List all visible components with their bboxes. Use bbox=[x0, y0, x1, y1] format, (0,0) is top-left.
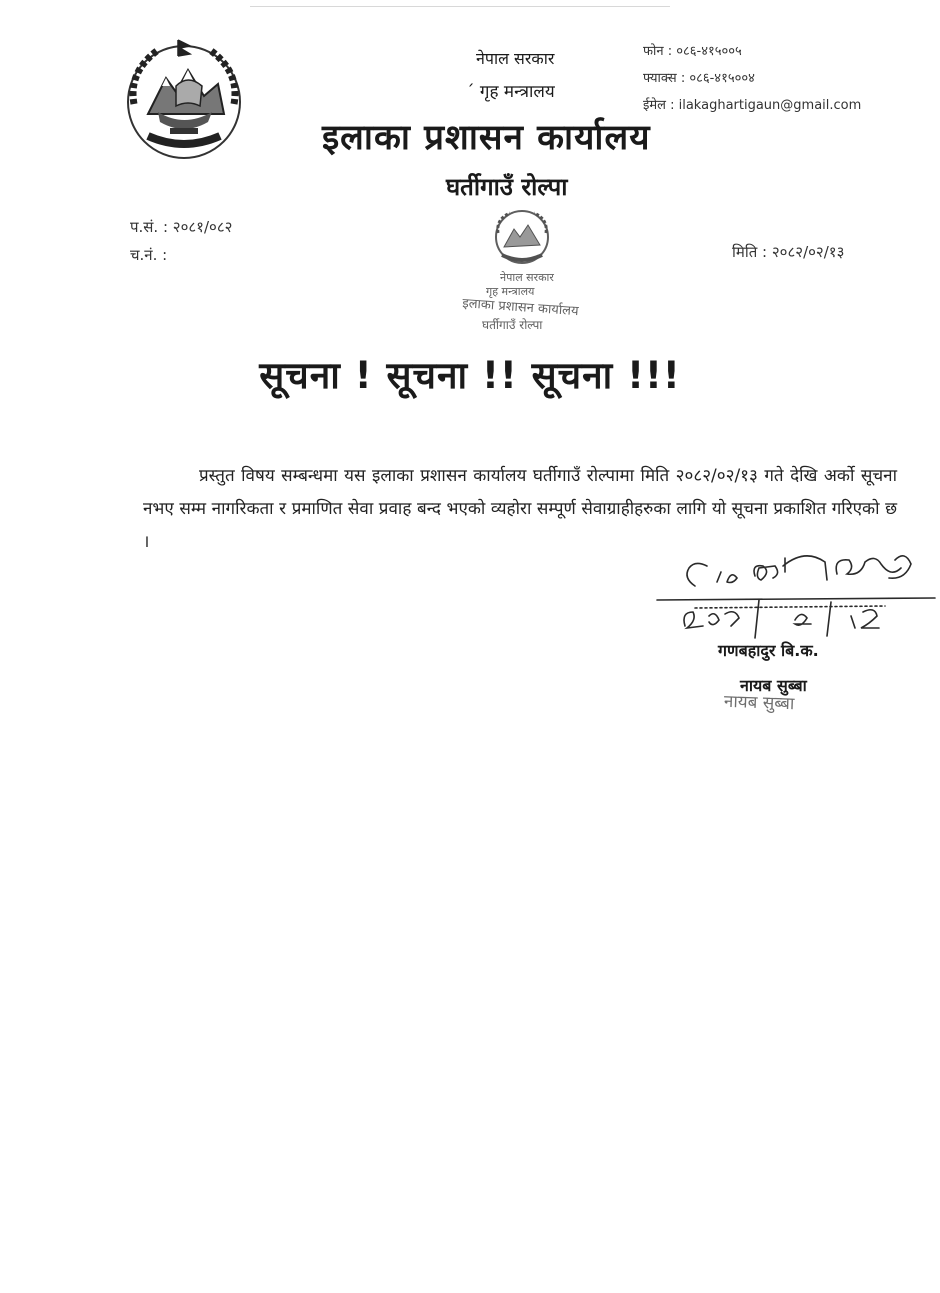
signatory-name: गणबहादुर बि.क. bbox=[718, 641, 819, 660]
dispatch-number: च.नं. : bbox=[130, 246, 168, 264]
office-location: घर्तीगाउँ रोल्पा bbox=[446, 173, 568, 201]
seal-line-office: इलाका प्रशासन कार्यालय bbox=[461, 296, 580, 320]
fax-number: फ्याक्स : ०८६-४१५००४ bbox=[643, 71, 755, 86]
nepal-emblem-icon bbox=[118, 32, 250, 164]
scan-edge-line bbox=[250, 6, 670, 7]
handwritten-signature bbox=[655, 538, 940, 648]
office-seal-stamp bbox=[448, 203, 598, 343]
email-address: ईमेल : ilakaghartigaun@gmail.com bbox=[643, 98, 862, 113]
letter-date: मिति : २०८२/०२/१३ bbox=[732, 243, 845, 261]
signatory-title-stamp: नायब सुब्बा bbox=[723, 691, 795, 715]
phone-number: फोन : ०८६-४१५००५ bbox=[643, 44, 742, 59]
ministry-name: ´ गृह मन्त्रालय bbox=[466, 82, 555, 102]
government-name: नेपाल सरकार bbox=[476, 49, 555, 68]
notice-heading: सूचना ! सूचना !! सूचना !!! bbox=[259, 354, 681, 397]
office-title: इलाका प्रशासन कार्यालय bbox=[322, 118, 651, 158]
reference-number: प.सं. : २०८१/०८२ bbox=[130, 218, 233, 236]
seal-line-ministry: गृह मन्त्रालय bbox=[486, 285, 535, 298]
notice-body: प्रस्तुत विषय सम्बन्धमा यस इलाका प्रशासन कार्यालय घर्तीगाउँ रोल्पामा मिति २०८२/०२/१३ गते देखि अर्को सूचना नभए सम्म नागरिकता र प्रमाणित सेवा प्रवाह बन्द भएको व्यहोरा सम्पूर्ण सेवाग्राहीहरुका लागि यो सूचना प्रकाशित गरिएको छ । bbox=[143, 466, 897, 552]
seal-line-location: घर्तीगाउँ रोल्पा bbox=[482, 318, 543, 332]
signatory-title: नायब सुब्बा bbox=[740, 676, 807, 695]
seal-line-government: नेपाल सरकार bbox=[500, 271, 554, 284]
